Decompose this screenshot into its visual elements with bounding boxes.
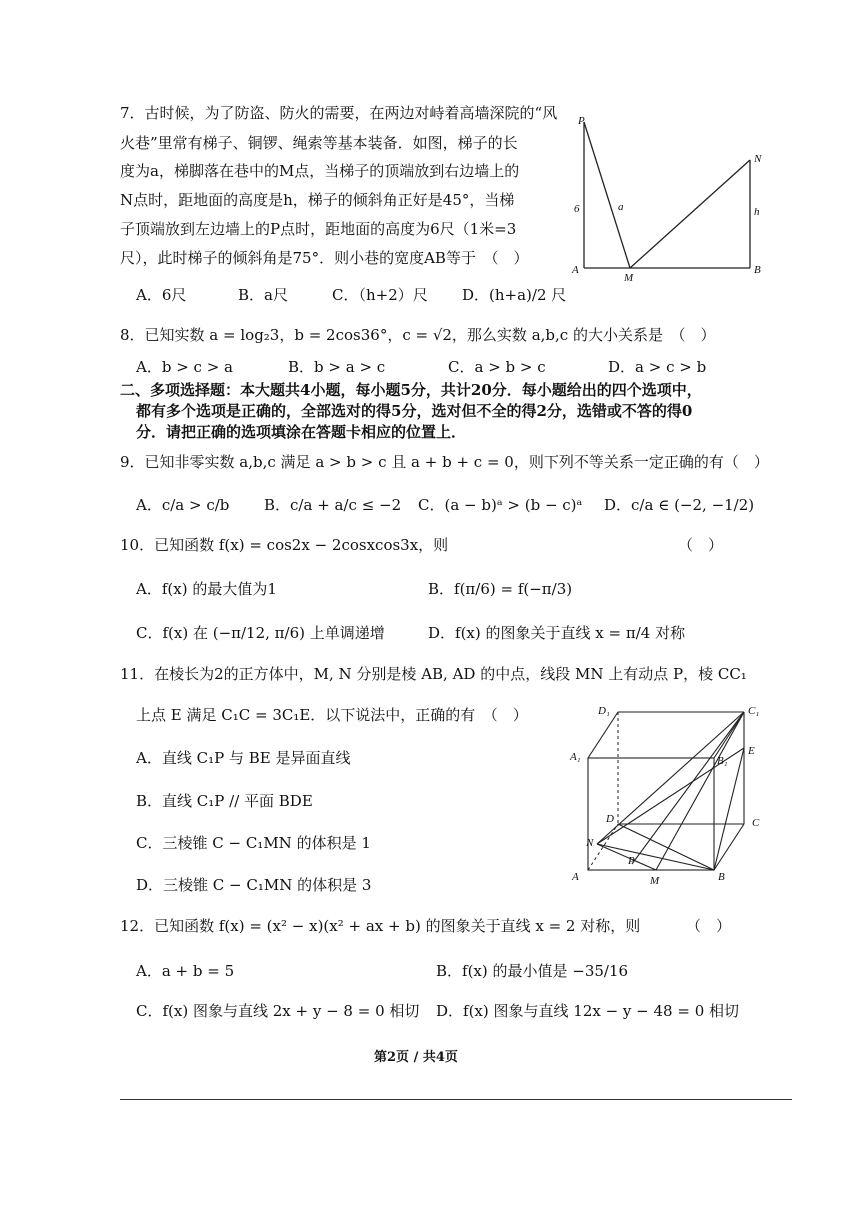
q7-option-b: B．a尺 bbox=[238, 286, 288, 304]
fig11-label-b1: B₁ bbox=[717, 755, 728, 767]
q7-line-5: 子顶端放到左边墙上的P点时，距地面的高度为6尺（1米=3 bbox=[120, 220, 517, 238]
q7-line-3: 度为a，梯脚落在巷中的M点，当梯子的顶端放到右边墙上的 bbox=[120, 162, 520, 180]
fig7-label-M: M bbox=[624, 272, 634, 284]
fig11-label-a: A bbox=[572, 871, 579, 883]
q12-option-c: C．f(x) 图象与直线 2x + y − 8 = 0 相切 bbox=[136, 1002, 420, 1020]
fig11-label-m: M bbox=[650, 875, 660, 887]
q10-stem: 10．已知函数 f(x) = cos2x − 2cosxcos3x，则 bbox=[120, 536, 449, 554]
fig11-label-d: D bbox=[606, 813, 614, 825]
q9-option-d: D．c/a ∈ (−2, −1/2) bbox=[604, 496, 755, 514]
section2-line-1: 二、多项选择题：本大题共4小题，每小题5分，共计20分．每小题给出的四个选项中， bbox=[120, 381, 702, 399]
q7-ladder-figure bbox=[560, 110, 780, 290]
fig7-label-p: P bbox=[578, 115, 585, 127]
q10-option-c: C．f(x) 在 (−π/12, π/6) 上单调递增 bbox=[136, 624, 385, 642]
q7-line-2: 火巷”里常有梯子、铜锣、绳索等基本装备．如图，梯子的长 bbox=[120, 134, 518, 152]
q7-option-c: C．（h+2）尺 bbox=[332, 286, 428, 304]
section2-line-2: 都有多个选项是正确的，全部选对的得5分，选对但不全的得2分，选错或不答的得0 bbox=[136, 402, 693, 420]
q12-option-a: A．a + b = 5 bbox=[136, 962, 235, 980]
q11-option-d: D．三棱锥 C − C₁MN 的体积是 3 bbox=[136, 876, 372, 894]
fig7-label-A: A bbox=[572, 264, 579, 276]
fig11-label-n: N bbox=[586, 837, 594, 849]
q9-option-a: A．c/a > c/b bbox=[136, 496, 230, 514]
fig11-label-d1: D₁ bbox=[598, 705, 610, 717]
q10-option-b: B．f(π/6) = f(−π/3) bbox=[428, 580, 573, 598]
q7-line-1: 7．古时候，为了防盗、防火的需要，在两边对峙着高墙深院的“风 bbox=[120, 104, 558, 122]
fig7-label-n: N bbox=[754, 153, 762, 165]
q11-option-b: B．直线 C₁P // 平面 BDE bbox=[136, 792, 313, 810]
q8-option-a: A．b > c > a bbox=[136, 358, 233, 376]
fig7-label-B: B bbox=[754, 264, 761, 276]
q8-option-b: B．b > a > c bbox=[288, 358, 386, 376]
q8-stem: 8．已知实数 a = log₂3，b = 2cos36°，c = √2，那么实数 a,b,c 的大小关系是 （ ） bbox=[120, 326, 716, 344]
q7-line-6: 尺），此时梯子的倾斜角是75°．则小巷的宽度AB等于 （ ） bbox=[120, 249, 529, 267]
fig11-label-p: P bbox=[628, 855, 635, 867]
q7-line-4: N点时，距地面的高度是h，梯子的倾斜角正好是45°，当梯 bbox=[120, 191, 515, 209]
q7-option-a: A．6尺 bbox=[136, 286, 187, 304]
q10-option-d: D．f(x) 的图象关于直线 x = π/4 对称 bbox=[428, 624, 686, 642]
fig11-label-c1: C₁ bbox=[748, 705, 760, 717]
q10-paren: （ ） bbox=[678, 536, 724, 554]
q11-option-a: A．直线 C₁P 与 BE 是异面直线 bbox=[136, 749, 351, 767]
fig11-label-b: B bbox=[718, 871, 725, 883]
q12-option-d: D．f(x) 图象与直线 12x − y − 48 = 0 相切 bbox=[436, 1002, 740, 1020]
q11-cube-figure bbox=[560, 698, 780, 894]
q11-option-c: C．三棱锥 C − C₁MN 的体积是 1 bbox=[136, 834, 371, 852]
q7-option-d: D．(h+a)/2 尺 bbox=[462, 286, 567, 304]
section2-line-3: 分．请把正确的选项填涂在答题卡相应的位置上． bbox=[136, 423, 467, 441]
q11-stem-1: 11．在棱长为2的正方体中，M, N 分别是棱 AB, AD 的中点，线段 MN 上有动点 P，棱 CC₁ bbox=[120, 665, 747, 683]
fig7-label-h: h bbox=[754, 206, 760, 218]
fig11-label-a1: A₁ bbox=[570, 751, 581, 763]
q9-stem: 9．已知非零实数 a,b,c 满足 a > b > c 且 a + b + c = 0，则下列不等关系一定正确的有（ ） bbox=[120, 453, 769, 471]
fig11-label-c: C bbox=[752, 817, 760, 829]
q12-option-b: B．f(x) 的最小值是 −35/16 bbox=[436, 962, 629, 980]
q12-stem: 12．已知函数 f(x) = (x² − x)(x² + ax + b) 的图象关于直线 x = 2 对称，则 bbox=[120, 917, 641, 935]
q11-stem-2: 上点 E 满足 C₁C = 3C₁E．以下说法中，正确的有 （ ） bbox=[136, 706, 528, 724]
footer-rule bbox=[120, 1099, 792, 1100]
q9-option-c: C．(a − b)ᵃ > (b − c)ᵃ bbox=[418, 496, 583, 514]
q12-paren: （ ） bbox=[686, 917, 732, 935]
q9-option-b: B．c/a + a/c ≤ −2 bbox=[264, 496, 402, 514]
q8-option-d: D．a > c > b bbox=[608, 358, 707, 376]
q10-option-a: A．f(x) 的最大值为1 bbox=[136, 580, 277, 598]
fig11-label-e: E bbox=[748, 745, 755, 757]
fig7-label-a: a bbox=[618, 201, 624, 213]
q8-option-c: C．a > b > c bbox=[448, 358, 546, 376]
page-number: 第2页 / 共4页 bbox=[374, 1050, 458, 1065]
fig7-label-6: 6 bbox=[574, 203, 580, 215]
